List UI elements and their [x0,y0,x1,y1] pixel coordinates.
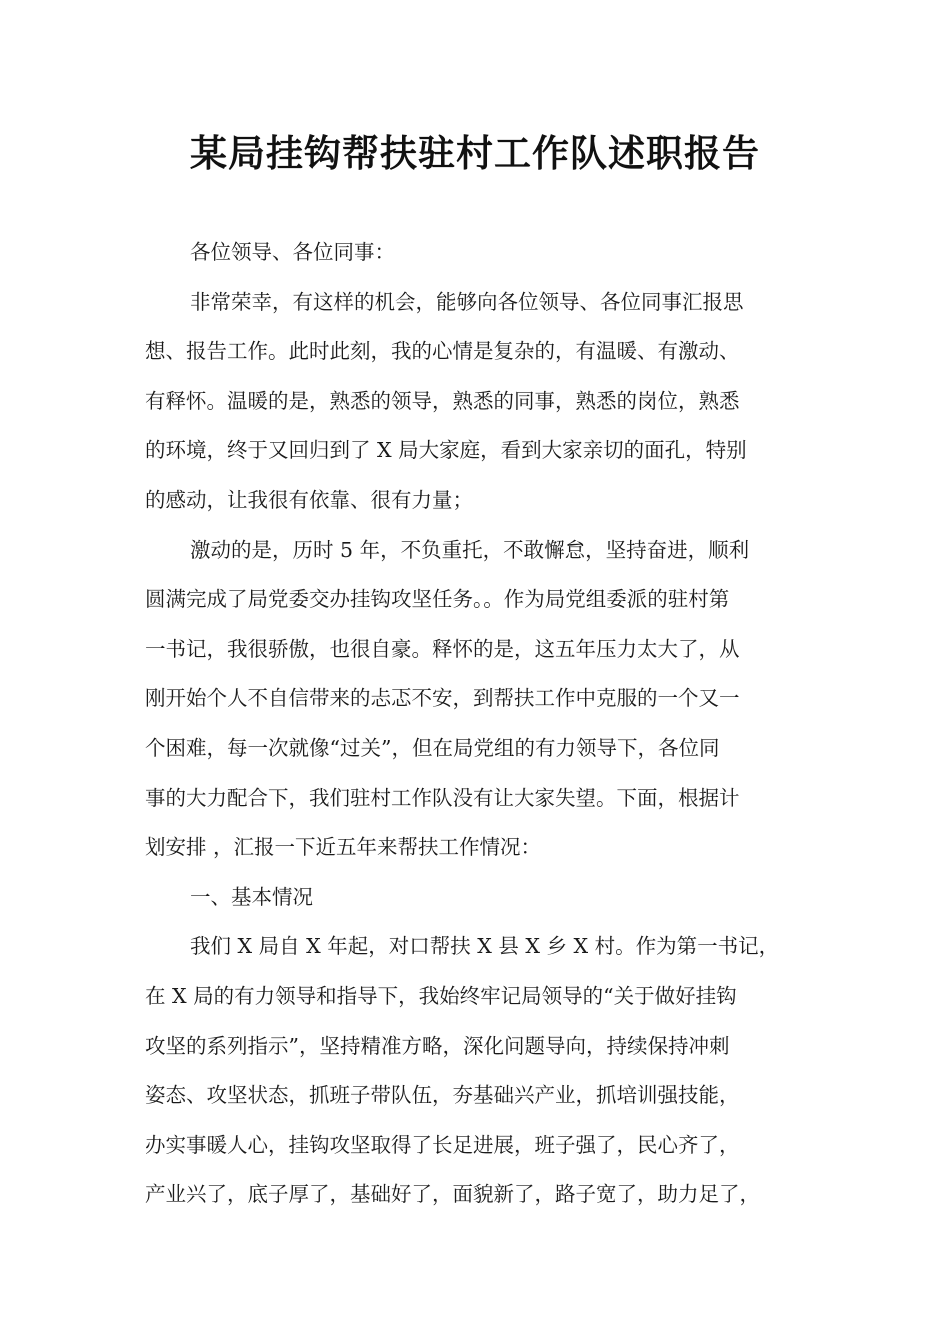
text-line: 刚开始个人不自信带来的忐忑不安，到帮扶工作中克服的一个又一 [145,686,740,711]
text-line: 非常荣幸，有这样的机会，能够向各位领导、各位同事汇报思 [190,289,744,314]
text-line: 一、基本情况 [190,884,313,909]
text-line: 我们 X 局自 X 年起，对口帮扶 X 县 X 乡 X 村。作为第一书记， [190,934,780,959]
text-line: 各位领导、各位同事： [190,240,395,264]
text-line: 圆满完成了局党委交办挂钩攻坚任务。。作为局党组委派的驻村第 [145,587,730,612]
text-line: 的环境，终于又回归到了 X 局大家庭，看到大家亲切的面孔，特别 [145,438,747,463]
text-line: 划安排 ，汇报一下近五年来帮扶工作情况： [145,835,542,860]
document-body [145,228,825,1220]
text-line: 想、报告工作。此时此刻，我的心情是复杂的，有温暖、有激动、 [145,339,740,364]
text-line: 在 X 局的有力领导和指导下，我始终牢记局领导的“关于做好挂钩 [145,983,737,1008]
text-line: 的感动，让我很有依靠、很有力量； [145,487,473,512]
text-line: 姿态、攻坚状态，抓班子带队伍，夯基础兴产业，抓培训强技能， [145,1083,740,1108]
text-line: 个困难，每一次就像“过关”，但在局党组的有力领导下，各位同 [145,735,720,760]
text-line: 激动的是，历时 5 年，不负重托，不敢懈怠，坚持奋进，顺利 [190,537,750,562]
text-line: 事的大力配合下，我们驻村工作队没有让大家失望。下面，根据计 [145,785,740,810]
text-line: 办实事暖人心，挂钩攻坚取得了长足进展，班子强了，民心齐了， [145,1132,740,1157]
text-line: 攻坚的系列指示”，坚持精准方略，深化问题导向，持续保持冲刺 [145,1033,730,1058]
text-line: 有释怀。温暖的是，熟悉的领导，熟悉的同事，熟悉的岗位，熟悉 [145,388,740,413]
text-line: 一书记，我很骄傲，也很自豪。释怀的是，这五年压力太大了，从 [145,636,740,661]
document-title: 某局挂钩帮扶驻村工作队述职报告 [190,132,760,175]
text-line: 产业兴了，底子厚了，基础好了，面貌新了，路子宽了，助力足了， [145,1182,760,1207]
